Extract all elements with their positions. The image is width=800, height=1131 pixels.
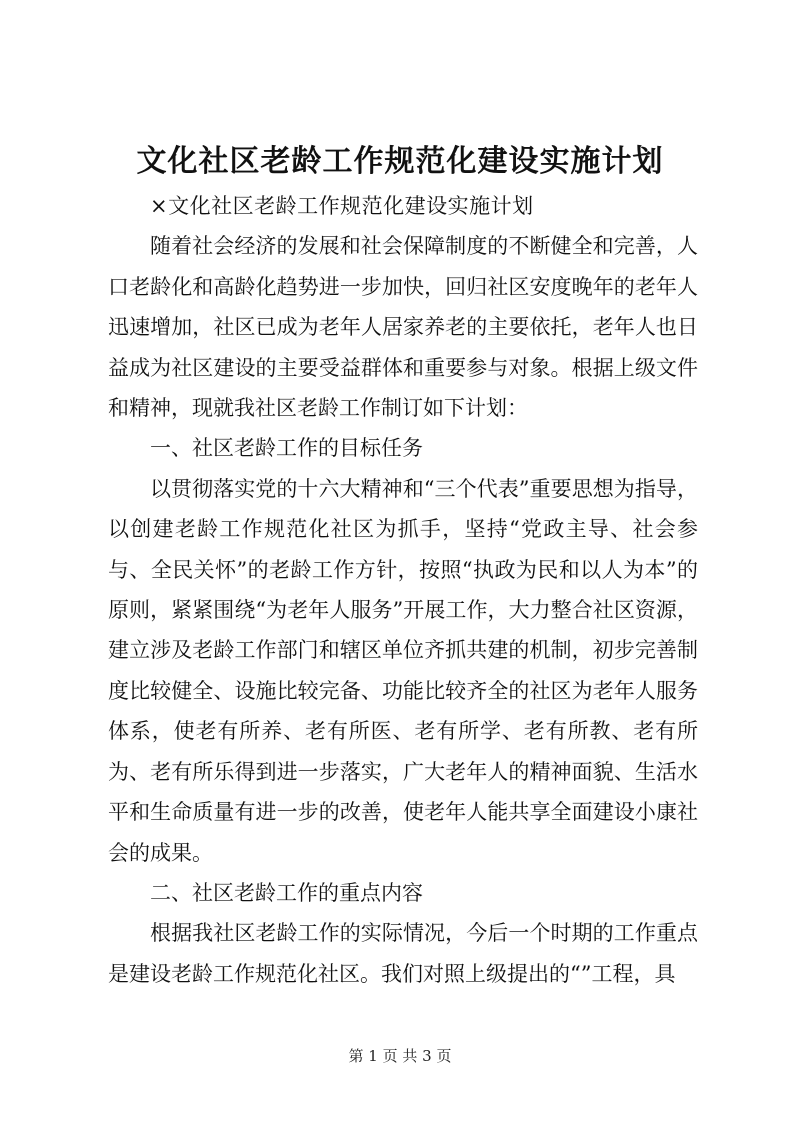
section-heading-key-content: 二、社区老龄工作的重点内容 <box>150 880 423 905</box>
paragraph-goals: 以贯彻落实党的十六大精神和“三个代表”重要思想为指导，以创建老龄工作规范化社区为抓手，坚持“党政主导、社会参与、全民关怀”的老龄工作方针，按照“执政为民和以人为本”的原则，紧紧围绕“为老年人服务”开展工作，大力整合社区资源，建立涉及老龄工作部门和辖区单位齐抓共建的机制，初步完善制度比较健全、设施比较完备、功能比较齐全的社区为老年人服务体系，使老有所养、老有所医、老有所学、老有所教、老有所为、老有所乐得到进一步落实，广大老年人的精神面貌、生活水平和生命质量有进一步的改善，使老年人能共享全面建设小康社会的成果。 <box>108 476 698 865</box>
page-footer: 第 1 页 共 3 页 <box>348 1047 452 1065</box>
paragraph-intro: 随着社会经济的发展和社会保障制度的不断健全和完善，人口老龄化和高龄化趋势进一步加快，回归社区安度晚年的老年人迅速增加，社区已成为老年人居家养老的主要依托，老年人也日益成为社区建设的主要受益群体和重要参与对象。根据上级文件和精神，现就我社区老龄工作制订如下计划： <box>108 234 698 421</box>
paragraph-key-content: 根据我社区老龄工作的实际情况，今后一个时期的工作重点是建设老龄工作规范化社区。我们对照上级提出的“”工程，具 <box>108 921 698 986</box>
document-body <box>108 186 698 994</box>
document-subtitle: ×文化社区老龄工作规范化建设实施计划 <box>150 194 534 218</box>
section-heading-goals: 一、社区老龄工作的目标任务 <box>150 436 423 461</box>
document-title: 文化社区老龄工作规范化建设实施计划 <box>136 144 664 179</box>
